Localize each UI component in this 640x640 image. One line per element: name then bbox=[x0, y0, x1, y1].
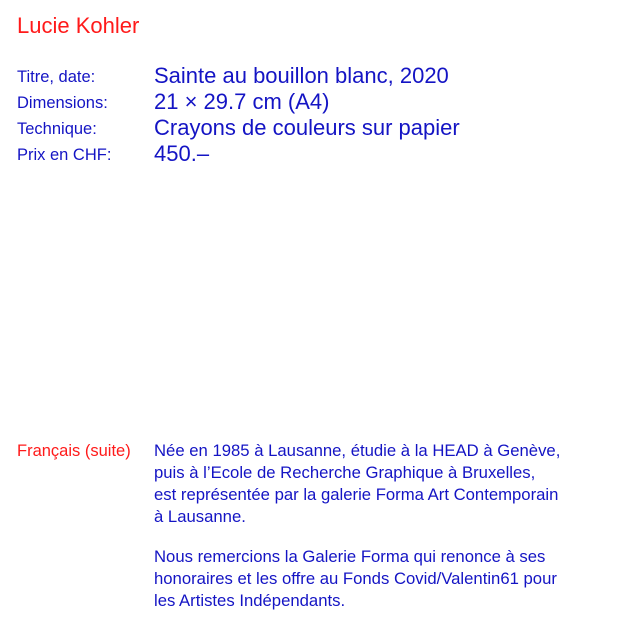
detail-label: Titre, date: bbox=[17, 68, 96, 86]
bio-line: puis à l’Ecole de Recherche Graphique à Bruxelles, bbox=[154, 463, 536, 482]
detail-value: 21 × 29.7 cm (A4) bbox=[154, 89, 330, 114]
artist-name: Lucie Kohler bbox=[17, 13, 140, 38]
bio-line: Née en 1985 à Lausanne, étudie à la HEAD à Genève, bbox=[154, 441, 561, 460]
detail-row-technique bbox=[0, 116, 640, 142]
bio-line: à Lausanne. bbox=[154, 507, 246, 526]
detail-label: Dimensions: bbox=[17, 94, 108, 112]
bio-line: Nous remercions la Galerie Forma qui renonce à ses bbox=[154, 547, 546, 566]
detail-value: Crayons de couleurs sur papier bbox=[154, 115, 460, 140]
biography bbox=[154, 440, 624, 630]
section-label: Français (suite) bbox=[17, 442, 131, 460]
detail-row-title bbox=[0, 64, 640, 90]
detail-row-dimensions bbox=[0, 90, 640, 116]
detail-row-price bbox=[0, 142, 640, 168]
thanks-paragraph bbox=[154, 546, 624, 612]
bio-line: honoraires et les offre au Fonds Covid/Valentin61 pour bbox=[154, 569, 557, 588]
bio-paragraph bbox=[154, 440, 624, 528]
bio-line: les Artistes Indépendants. bbox=[154, 591, 346, 610]
detail-label: Technique: bbox=[17, 120, 97, 138]
detail-value: 450.– bbox=[154, 141, 210, 166]
bio-line: est représentée par la galerie Forma Art Contemporain bbox=[154, 485, 559, 504]
detail-value: Sainte au bouillon blanc, 2020 bbox=[154, 63, 449, 88]
detail-label: Prix en CHF: bbox=[17, 146, 112, 164]
